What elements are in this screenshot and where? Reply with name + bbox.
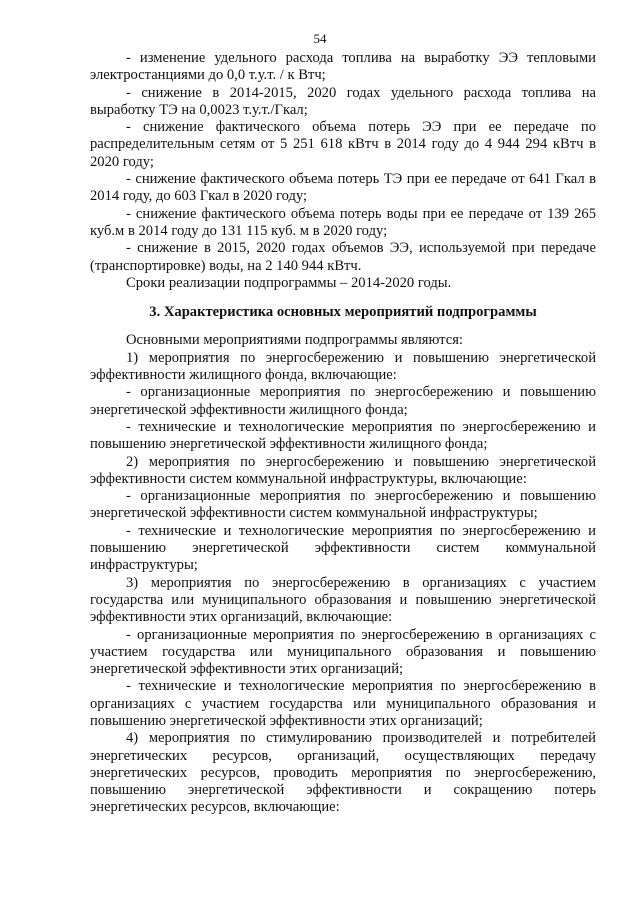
paragraph: 1) мероприятия по энергосбережению и повышению энергетической эффективности жилищного фонда, включающие:	[90, 349, 596, 384]
paragraph: - снижение в 2014-2015, 2020 годах удельного расхода топлива на выработку ТЭ на 0,0023 т.у.т./Гкал;	[90, 84, 596, 118]
paragraph: - технические и технологические мероприятия по энергосбережению и повышению энергетической эффективности систем коммунальной инфраструктуры;	[90, 522, 596, 574]
paragraph: Сроки реализации подпрограммы – 2014-2020 годы.	[126, 274, 452, 291]
page-number: 54	[313, 31, 327, 46]
paragraph: - технические и технологические мероприятия по энергосбережению в организациях с участием государства или муниципального образования и повышению энергетической эффективности этих организаций;	[90, 678, 596, 729]
paragraph: - снижение фактического объема потерь воды при ее передаче от 139 265 куб.м в 2014 году до 131 115 куб. м в 2020 году;	[90, 205, 596, 239]
paragraph: - организационные мероприятия по энергосбережению и повышению энергетической эффективности жилищного фонда;	[90, 384, 596, 418]
paragraph: 2) мероприятия по энергосбережению и повышению энергетической эффективности систем коммунальной инфраструктуры, включающие:	[90, 453, 596, 487]
paragraph: - организационные мероприятия по энергосбережению и повышению энергетической эффективности систем коммунальной инфраструктуры;	[90, 488, 596, 522]
paragraph: 3) мероприятия по энергосбережению в организациях с участием государства или муниципального образования и повышению энергетической эффективности этих организаций, включающие:	[90, 574, 596, 626]
paragraph: - технические и технологические мероприятия по энергосбережению и повышению энергетической эффективности жилищного фонда;	[90, 418, 596, 453]
paragraph: Основными мероприятиями подпрограммы являются:	[126, 332, 463, 349]
paragraph: - изменение удельного расхода топлива на выработку ЭЭ тепловыми электростанциями до 0,0 т.у.т. / к Втч;	[90, 50, 596, 84]
paragraph: - снижение в 2015, 2020 годах объемов ЭЭ, используемой при передаче (транспортировке) воды, на 2 140 944 кВтч.	[90, 240, 596, 274]
paragraph: - снижение фактического объема потерь ТЭ при ее передаче от 641 Гкал в 2014 году, до 603 Гкал в 2020 году;	[90, 171, 596, 205]
section-heading: 3. Характеристика основных мероприятий подпрограммы	[149, 304, 537, 321]
document-body	[90, 50, 596, 817]
paragraph: 4) мероприятия по стимулированию производителей и потребителей энергетических ресурсов, организаций, осуществляющих передачу энергетических ресурсов, проводить мероприятия по энергосбережению, повышению энергетической эффективности и сокращению потерь энергетических ресурсов, включающие:	[90, 730, 596, 816]
paragraph: - снижение фактического объема потерь ЭЭ при ее передаче по распределительным сетям от 5 251 618 кВтч в 2014 году до 4 944 294 кВтч в 2020 году;	[90, 119, 596, 170]
paragraph: - организационные мероприятия по энергосбережению в организациях с участием государства или муниципального образования и повышению энергетической эффективности этих организаций;	[90, 626, 596, 678]
